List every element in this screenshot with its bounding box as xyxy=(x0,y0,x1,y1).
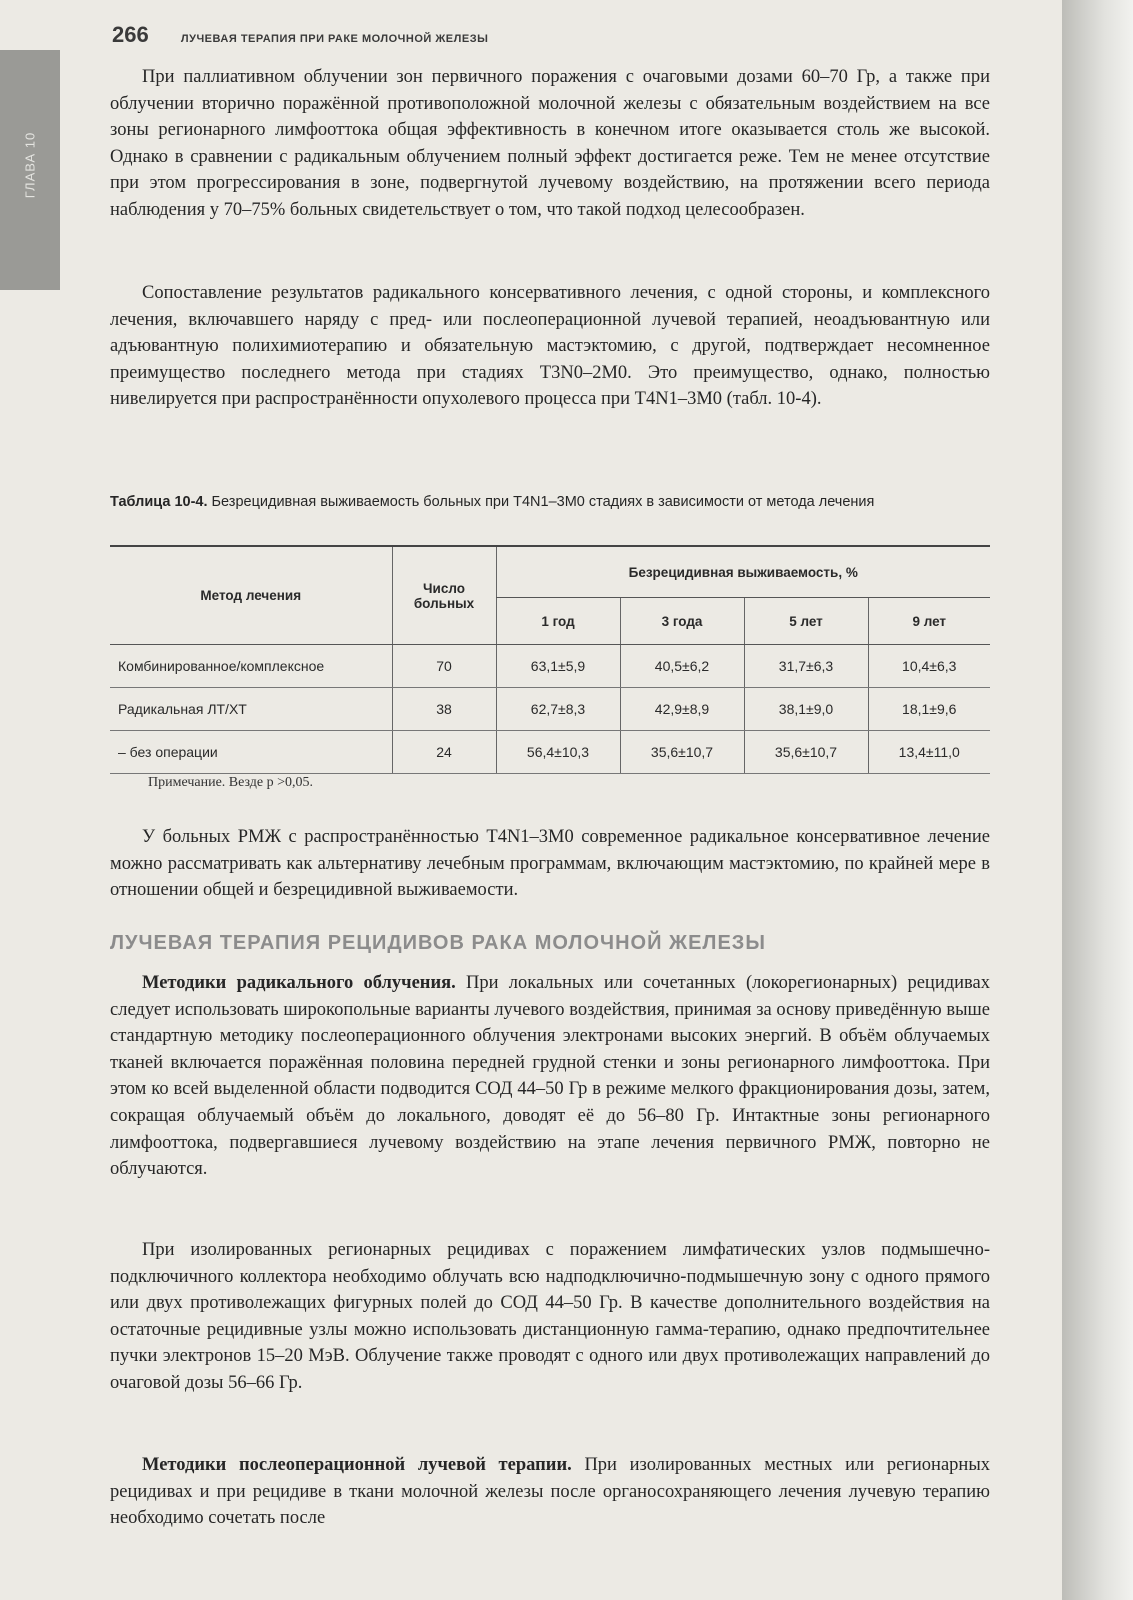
section-heading: ЛУЧЕВАЯ ТЕРАПИЯ РЕЦИДИВОВ РАКА МОЛОЧНОЙ ЖЕЛЕЗЫ xyxy=(110,932,766,954)
cell-year-5: 38,1±9,0 xyxy=(744,688,868,731)
paragraph-4 xyxy=(110,970,990,1183)
paragraph-5: При изолированных регионарных рецидивах с поражением лимфатических узлов подмышечно-подключичного коллектора необходимо облучать всю надподключично-подмышечную зону с одного прямого или двух противолежащих фигурных полей до СОД 44–50 Гр. В качестве дополнительного воздействия на остаточные рецидивные узлы можно использовать дистанционную гамма-терапию, однако предпочтительнее пучки электронов 15–20 МэВ. Облучение также проводят с одного или двух противолежащих направлений до очаговой дозы 56–66 Гр. xyxy=(110,1240,990,1393)
table-caption-label: Таблица 10-4. xyxy=(110,494,208,510)
running-header xyxy=(112,22,1032,48)
running-title: ЛУЧЕВАЯ ТЕРАПИЯ ПРИ РАКЕ МОЛОЧНОЙ ЖЕЛЕЗЫ xyxy=(180,33,489,45)
header-year-5: 5 лет xyxy=(744,598,868,645)
page-edge-shadow xyxy=(1062,0,1133,1600)
header-year-1: 1 год xyxy=(496,598,620,645)
cell-year-5: 31,7±6,3 xyxy=(744,645,868,688)
cell-method: Комбинированное/комплексное xyxy=(110,645,392,688)
paragraph-3: У больных РМЖ с распространённостью Т4N1–3M0 современное радикальное консервативное лечение можно рассматривать как альтернативу лечебным программам, включающим мастэктомию, по крайней мере в отношении общей и безрецидивной выживаемости. xyxy=(110,827,990,901)
paragraph-6 xyxy=(110,1452,990,1532)
chapter-side-tab-label: ГЛАВА 10 xyxy=(22,131,38,199)
paragraph-4-lead: Методики радикального облучения. xyxy=(142,973,456,993)
header-year-9: 9 лет xyxy=(868,598,990,645)
table-row xyxy=(110,731,990,774)
chapter-side-tab xyxy=(0,50,60,290)
header-year-3: 3 года xyxy=(620,598,744,645)
cell-method: Радикальная ЛТ/ХТ xyxy=(110,688,392,731)
cell-year-5: 35,6±10,7 xyxy=(744,731,868,774)
cell-year-9: 10,4±6,3 xyxy=(868,645,990,688)
cell-year-9: 13,4±11,0 xyxy=(868,731,990,774)
table-note: Примечание. Везде p >0,05. xyxy=(148,775,314,790)
header-count: Число больных xyxy=(392,546,496,645)
page-number: 266 xyxy=(112,22,149,47)
cell-year-9: 18,1±9,6 xyxy=(868,688,990,731)
table-caption xyxy=(110,492,990,513)
table-row xyxy=(110,645,990,688)
paragraph-4-body: При локальных или сочетанных (локорегионарных) рецидивах следует использовать широкопольные варианты лучевого воздействия, принимая за основу приведённую выше стандартную методику послеоперационного облучения электронами высоких энергий. В объём облучаемых тканей включается поражённая половина передней грудной стенки и зоны регионарного лимфооттока. При этом ко всей выделенной области подводится СОД 44–50 Гр в режиме мелкого фракционирования дозы, затем, сокращая облучаемый объём до локального, доводят её до 56–80 Гр. Интактные зоны регионарного лимфооттока, подвергавшиеся лучевому воздействию на этапе лечения первичного РМЖ, повторно не облучаются. xyxy=(110,973,990,1180)
table-caption-text: Безрецидивная выживаемость больных при Т4N1–3M0 стадиях в зависимости от метода лечения xyxy=(207,494,875,510)
cell-count: 24 xyxy=(392,731,496,774)
header-survival: Безрецидивная выживаемость, % xyxy=(496,546,990,598)
cell-year-1: 62,7±8,3 xyxy=(496,688,620,731)
cell-count: 38 xyxy=(392,688,496,731)
cell-method: – без операции xyxy=(110,731,392,774)
survival-table xyxy=(110,545,990,774)
cell-year-1: 56,4±10,3 xyxy=(496,731,620,774)
paragraph-6-body: При изолированных местных или регионарных рецидивах и при рецидиве в ткани молочной железы после органосохраняющего лечения лучевую терапию необходимо сочетать после xyxy=(110,1455,990,1529)
paragraph-6-lead: Методики послеоперационной лучевой терапии. xyxy=(142,1455,572,1475)
paragraph-1: При паллиативном облучении зон первичного поражения с очаговыми дозами 60–70 Гр, а также при облучении вторично поражённой противоположной молочной железы с обязательным воздействием на все зоны регионарного лимфооттока общая эффективность в конечном итоге оказывается столь же высокой. Однако в сравнении с радикальным облучением полный эффект достигается реже. Тем не менее отсутствие при этом прогрессирования в зоне, подвергнутой лучевому воздействию, на протяжении всего периода наблюдения у 70–75% больных свидетельствует о том, что такой подход целесообразен. xyxy=(110,67,990,220)
cell-year-1: 63,1±5,9 xyxy=(496,645,620,688)
cell-year-3: 35,6±10,7 xyxy=(620,731,744,774)
cell-count: 70 xyxy=(392,645,496,688)
cell-year-3: 42,9±8,9 xyxy=(620,688,744,731)
cell-year-3: 40,5±6,2 xyxy=(620,645,744,688)
header-method: Метод лечения xyxy=(110,546,392,645)
table-row xyxy=(110,688,990,731)
paragraph-2: Сопоставление результатов радикального консервативного лечения, с одной стороны, и комплексного лечения, включавшего наряду с пред- или послеоперационной лучевой терапией, неоадъювантную или адъювантную полихимиотерапию и обязательную мастэктомию, с другой, подтверждает несомненное преимущество последнего метода при стадиях Т3N0–2M0. Это преимущество, однако, полностью нивелируется при распространённости опухолевого процесса при Т4N1–3M0 (табл. 10-4). xyxy=(110,283,990,410)
